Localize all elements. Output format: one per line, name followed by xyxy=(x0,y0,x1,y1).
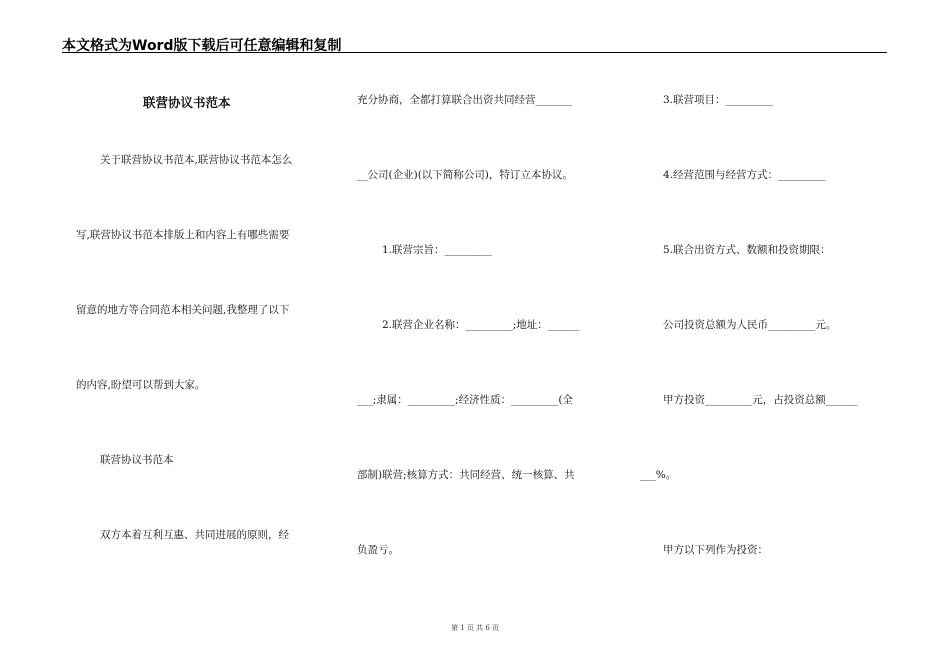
clause-item: 3.联营项目：_________ xyxy=(663,94,773,106)
text-line: 甲方投资_________元，占投资总额______ xyxy=(663,394,858,406)
document-header-title: 本文格式为Word版下载后可任意编辑和复制 xyxy=(62,38,342,54)
text-line: 的内容,盼望可以帮到大家。 xyxy=(76,379,206,391)
text-line: ___%。 xyxy=(640,469,677,481)
text-line: 写,联营协议书范本排版上和内容上有哪些需要 xyxy=(76,229,290,241)
text-line: 关于联营协议书范本,联营协议书范本怎么 xyxy=(100,154,293,166)
header-divider xyxy=(62,52,887,53)
text-line: __公司(企业)(以下简称公司)，特订立本协议。 xyxy=(357,169,573,181)
page-number: 第 1 页 共 6 页 xyxy=(450,624,500,632)
text-line: 双方本着互利互惠、共同进展的原则，经 xyxy=(100,529,289,541)
clause-item: 2.联营企业名称：_________;地址：______ xyxy=(382,319,580,331)
text-line: 公司投资总额为人民币_________元。 xyxy=(663,319,837,331)
clause-item: 1.联营宗旨：_________ xyxy=(382,244,492,256)
document-title: 联营协议书范本 xyxy=(143,95,231,110)
text-line: ___;隶属：_________;经济性质：_________(全 xyxy=(357,394,573,406)
text-line: 甲方以下列作为投资： xyxy=(663,544,768,556)
clause-item: 5.联合出资方式、数额和投资期限： xyxy=(663,244,831,256)
text-line: 充分协商，全都打算联合出资共同经营_______ xyxy=(357,94,573,106)
section-heading: 联营协议书范本 xyxy=(100,454,174,466)
text-line: 留意的地方等合同范本相关问题,我整理了以下 xyxy=(76,304,290,316)
text-line: 部制)联营;核算方式：共同经营、统一核算、共 xyxy=(357,469,575,481)
text-line: 负盈亏。 xyxy=(357,544,399,556)
clause-item: 4.经营范围与经营方式：_________ xyxy=(663,169,826,181)
